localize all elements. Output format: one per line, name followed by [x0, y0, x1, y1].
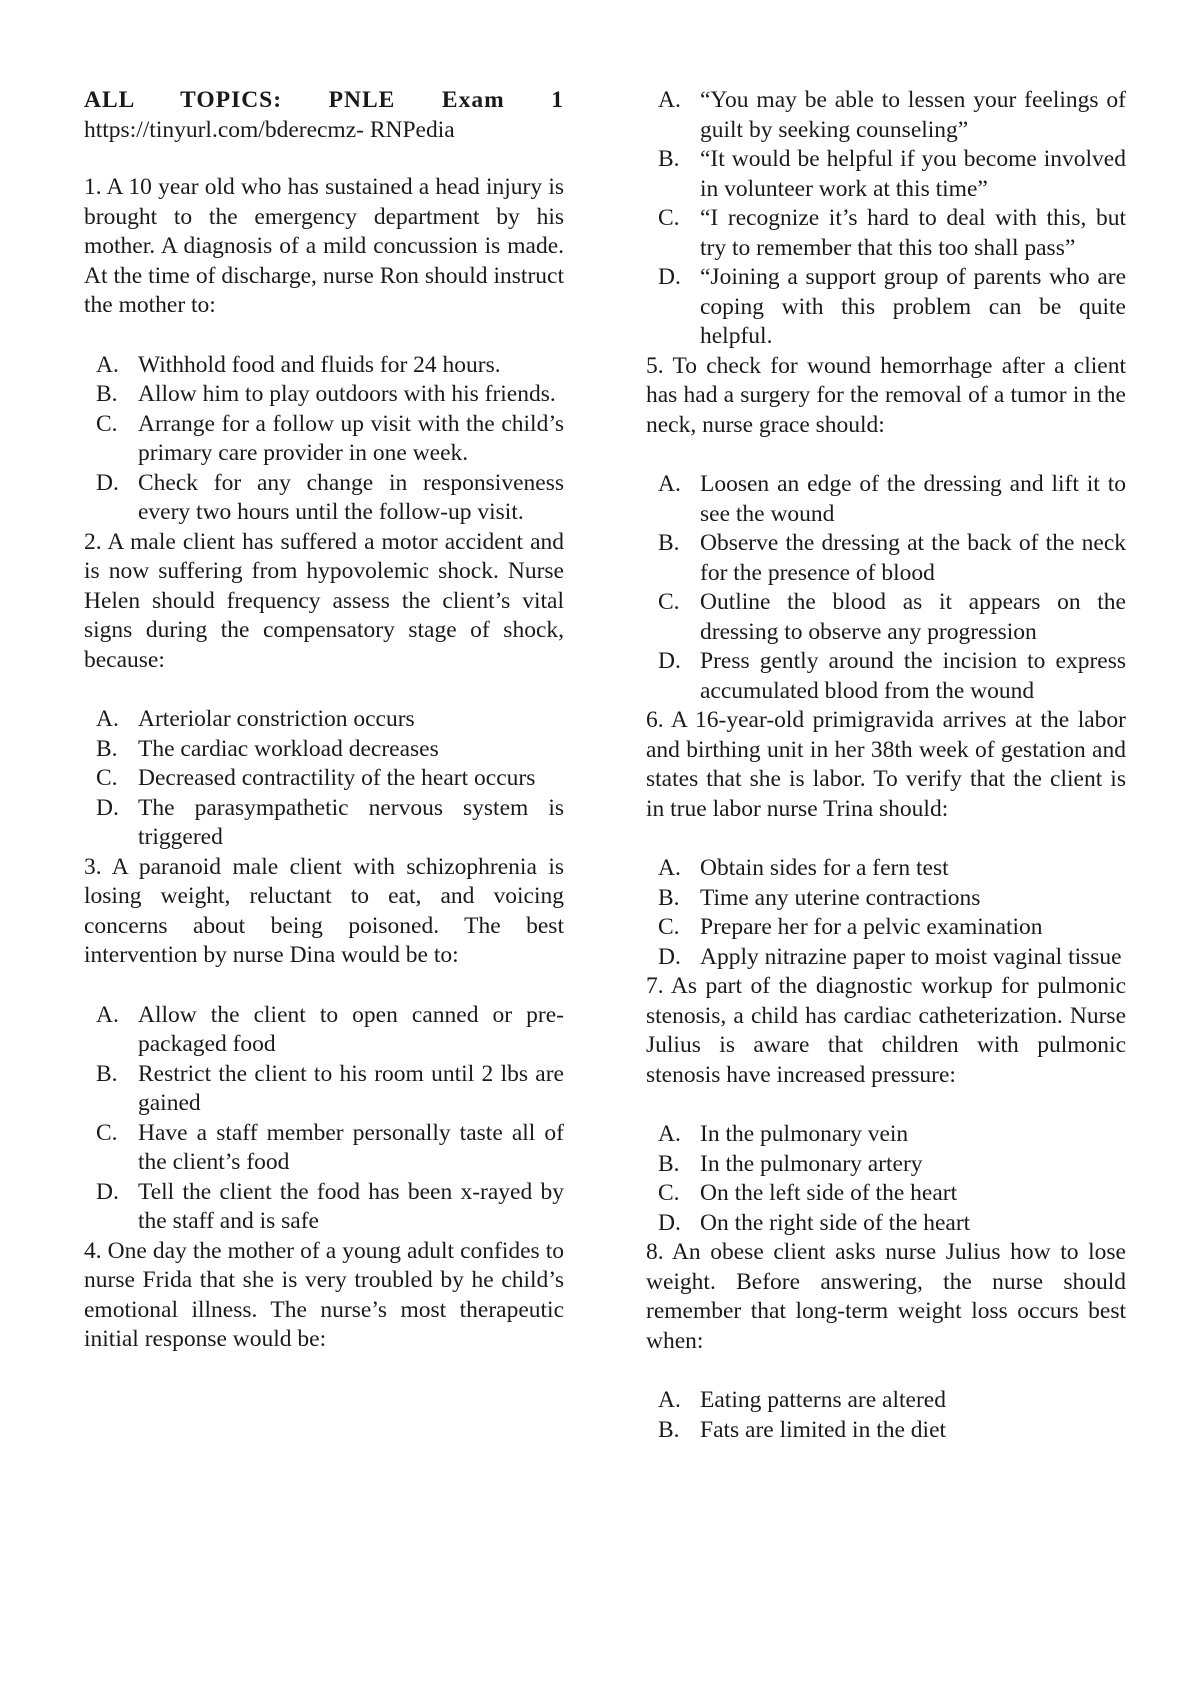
option-text: “It would be helpful if you become involved in volunteer work at this time” — [700, 146, 1126, 202]
option-text: Time any uterine contractions — [700, 884, 981, 911]
answer-options — [84, 351, 564, 528]
option-letter: C. — [96, 765, 118, 791]
option-text: Obtain sides for a fern test — [700, 855, 949, 881]
answer-option — [84, 735, 564, 765]
question-block — [646, 706, 1126, 972]
question-block — [84, 1237, 564, 1355]
option-text: In the pulmonary artery — [700, 1150, 923, 1177]
answer-option — [646, 263, 1126, 352]
question-text: 8. An obese client asks nurse Julius how to lose weight. Before answering, the nurse should remember that long-term weight loss occurs best when: — [646, 1239, 1126, 1354]
option-text: Restrict the client to his room until 2 lbs are gained — [138, 1060, 564, 1116]
question-block — [84, 853, 564, 1237]
answer-option — [646, 943, 1126, 973]
option-text: On the right side of the heart — [700, 1209, 971, 1236]
left-column — [84, 86, 564, 1355]
option-text: Fats are limited in the diet — [700, 1416, 947, 1443]
answer-options — [84, 705, 564, 853]
answer-option — [646, 588, 1126, 647]
option-text: Loosen an edge of the dressing and lift it to see the wound — [700, 471, 1126, 527]
option-text: The parasympathetic nervous system is triggered — [138, 794, 564, 850]
answer-option — [646, 86, 1126, 145]
question-text: 3. A paranoid male client with schizophrenia is losing weight, reluctant to eat, and voicing concerns about being poisoned. The best intervention by nurse Dina would be to: — [84, 853, 564, 968]
option-letter: D. — [96, 1178, 119, 1205]
option-letter: B. — [96, 735, 118, 762]
option-letter: D. — [658, 648, 681, 674]
option-letter: B. — [658, 146, 680, 172]
question-text: 1. A 10 year old who has sustained a head injury is brought to the emergency department by his mother. A diagnosis of a mild concussion is made. At the time of discharge, nurse Ron should instruct the mother to: — [84, 174, 564, 318]
answer-option — [646, 1179, 1126, 1209]
option-text: Observe the dressing at the back of the neck for the presence of blood — [700, 530, 1126, 586]
right-column — [646, 86, 1126, 1445]
document-title: ALL TOPICS: PNLE Exam 1 — [84, 87, 564, 113]
option-letter: A. — [96, 706, 119, 732]
option-text: On the left side of the heart — [700, 1180, 958, 1206]
question-text: 5. To check for wound hemorrhage after a client has had a surgery for the removal of a tumor in the neck, nurse grace should: — [646, 352, 1126, 438]
answer-option — [84, 351, 564, 381]
option-text: Eating patterns are altered — [700, 1387, 946, 1413]
answer-options — [646, 1386, 1126, 1445]
option-text: “I recognize it’s hard to deal with this, but try to remember that this too shall pass” — [700, 205, 1126, 261]
answer-option — [646, 1150, 1126, 1180]
answer-option — [646, 913, 1126, 943]
option-letter: D. — [658, 1209, 681, 1236]
answer-options — [646, 854, 1126, 972]
answer-option — [646, 1209, 1126, 1239]
option-letter: B. — [96, 381, 118, 407]
option-letter: A. — [658, 87, 681, 113]
option-text: Press gently around the incision to express accumulated blood from the wound — [700, 648, 1126, 704]
question-block — [84, 173, 564, 528]
answer-option — [84, 705, 564, 735]
answer-options — [84, 1001, 564, 1237]
answer-option — [84, 1060, 564, 1119]
option-text: Apply nitrazine paper to moist vaginal tissue — [700, 943, 1122, 970]
option-text: “Joining a support group of parents who are coping with this problem can be quite helpful. — [700, 264, 1126, 349]
option-letter: C. — [658, 205, 680, 231]
option-text: Decreased contractility of the heart occurs — [138, 765, 536, 791]
answer-option — [84, 794, 564, 853]
option-text: The cardiac workload decreases — [138, 735, 439, 762]
option-letter: B. — [658, 1150, 680, 1177]
question-block — [646, 352, 1126, 707]
answer-option — [646, 204, 1126, 263]
answer-option — [646, 854, 1126, 884]
answer-option — [84, 410, 564, 469]
option-letter: A. — [658, 855, 681, 881]
option-letter: B. — [658, 1416, 680, 1443]
answer-option — [84, 1178, 564, 1237]
answer-options — [646, 86, 1126, 352]
question-text: 2. A male client has suffered a motor accident and is now suffering from hypovolemic shock. Nurse Helen should frequency assess the client’s vital signs during the compensatory stage of shock, because: — [84, 528, 564, 673]
answer-options — [646, 470, 1126, 706]
answer-option — [646, 884, 1126, 914]
question-text: 7. As part of the diagnostic workup for pulmonic stenosis, a child has cardiac catheterization. Nurse Julius is aware that children with pulmonic stenosis have increased pressure: — [646, 973, 1126, 1088]
question-text: 6. A 16-year-old primigravida arrives at the labor and birthing unit in her 38th week of gestation and states that she is labor. To verify that the client is in true labor nurse Trina should: — [646, 707, 1126, 822]
answer-option — [84, 380, 564, 410]
answer-option — [646, 1120, 1126, 1150]
option-letter: D. — [658, 943, 681, 970]
answer-option — [84, 1119, 564, 1178]
option-letter: B. — [658, 884, 680, 911]
option-letter: D. — [96, 469, 119, 496]
answer-option — [646, 470, 1126, 529]
option-letter: A. — [658, 1387, 681, 1413]
option-text: Withhold food and fluids for 24 hours. — [138, 351, 501, 378]
option-text: Allow him to play outdoors with his friends. — [138, 381, 556, 407]
question-block — [646, 86, 1126, 352]
question-block — [646, 972, 1126, 1238]
option-text: Check for any change in responsiveness every two hours until the follow-up visit. — [138, 469, 564, 525]
option-letter: A. — [658, 471, 681, 497]
option-text: Prepare her for a pelvic examination — [700, 914, 1043, 940]
option-text: “You may be able to lessen your feelings of guilt by seeking counseling” — [700, 87, 1126, 143]
answer-option — [84, 469, 564, 528]
answer-option — [84, 764, 564, 794]
option-text: Allow the client to open canned or pre-packaged food — [138, 1001, 564, 1057]
option-letter: C. — [96, 1119, 118, 1146]
option-letter: A. — [96, 1001, 119, 1028]
answer-options — [646, 1120, 1126, 1238]
option-text: Arrange for a follow up visit with the child’s primary care provider in one week. — [138, 410, 564, 466]
option-text: Tell the client the food has been x-rayed by the staff and is safe — [138, 1178, 564, 1234]
option-letter: C. — [658, 589, 680, 615]
option-letter: D. — [658, 264, 681, 290]
answer-option — [646, 1416, 1126, 1446]
option-letter: C. — [658, 914, 680, 940]
source-url: https://tinyurl.com/bderecmz- RNPedia — [84, 116, 455, 143]
answer-option — [646, 647, 1126, 706]
option-text: Outline the blood as it appears on the dressing to observe any progression — [700, 589, 1126, 645]
option-letter: D. — [96, 794, 119, 821]
option-letter: A. — [658, 1121, 681, 1147]
option-letter: B. — [658, 530, 680, 556]
answer-option — [646, 529, 1126, 588]
question-block — [84, 528, 564, 853]
question-text: 4. One day the mother of a young adult confides to nurse Frida that she is very troubled by he child’s emotional illness. The nurse’s most therapeutic initial response would be: — [84, 1237, 564, 1352]
option-letter: B. — [96, 1060, 118, 1087]
option-letter: A. — [96, 351, 119, 378]
answer-option — [84, 1001, 564, 1060]
option-letter: C. — [658, 1180, 680, 1206]
option-letter: C. — [96, 410, 118, 437]
question-block — [646, 1238, 1126, 1445]
option-text: In the pulmonary vein — [700, 1121, 909, 1147]
answer-option — [646, 145, 1126, 204]
option-text: Have a staff member personally taste all of the client’s food — [138, 1119, 564, 1175]
answer-option — [646, 1386, 1126, 1416]
option-text: Arteriolar constriction occurs — [138, 706, 415, 732]
